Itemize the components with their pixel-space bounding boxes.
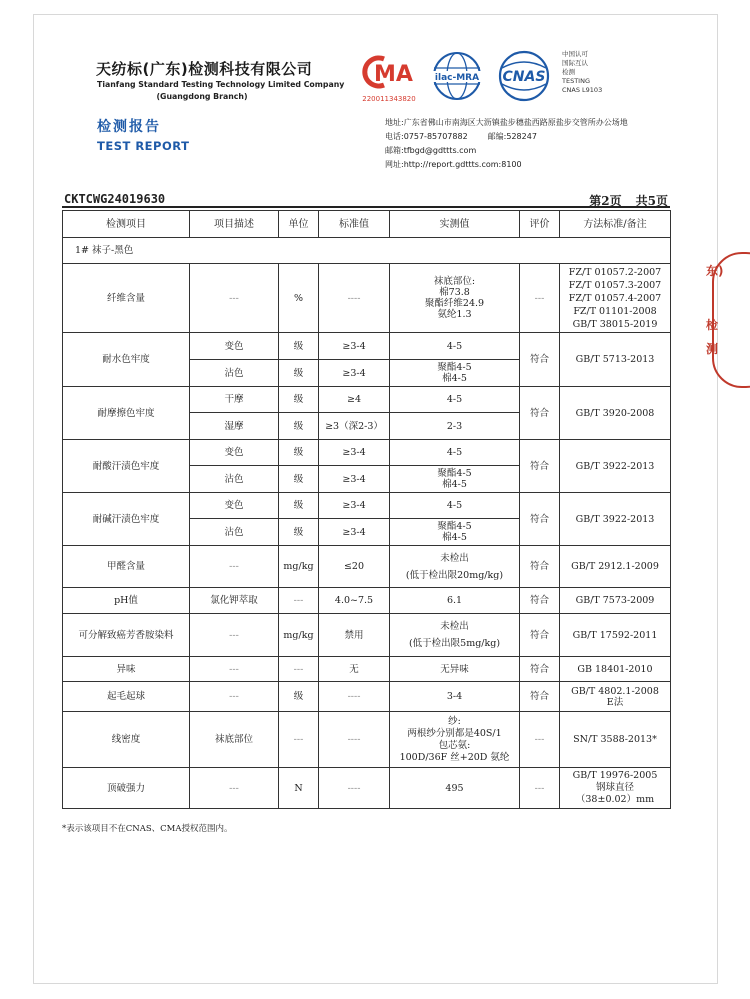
item-unit: 级 <box>279 493 319 519</box>
header-test-item: 检测项目 <box>63 211 190 238</box>
measured-line: 棉4-5 <box>442 373 467 384</box>
item-measured: 无异味 <box>390 657 520 682</box>
method-line: 钢球直径 <box>595 782 634 793</box>
item-standard: ≤20 <box>319 546 390 588</box>
item-measured <box>390 519 520 546</box>
item-method: GB/T 3922-2013 <box>560 440 671 493</box>
item-unit: --- <box>279 712 319 768</box>
item-eval: 符合 <box>520 614 560 657</box>
item-name: 顶破强力 <box>63 768 190 809</box>
item-measured <box>390 264 520 333</box>
item-standard: ≥3-4 <box>319 493 390 519</box>
item-name: 耐碱汗渍色牢度 <box>63 493 190 546</box>
item-standard: ≥3（深2-3） <box>319 413 390 440</box>
item-name: 甲醛含量 <box>63 546 190 588</box>
measured-line: 聚酯4-5 <box>437 468 472 479</box>
header-unit: 单位 <box>279 211 319 238</box>
item-name: 可分解致癌芳香胺染料 <box>63 614 190 657</box>
item-measured: 495 <box>390 768 520 809</box>
measured-line: (低于检出限5mg/kg) <box>408 638 501 649</box>
measured-line: 氨纶1.3 <box>437 309 472 320</box>
item-measured <box>390 614 520 657</box>
item-desc: 沾色 <box>190 519 279 546</box>
table-row <box>63 614 671 657</box>
measured-line: 100D/36F 丝+20D 氨纶 <box>399 751 510 763</box>
authority-line: 国际互认 <box>562 59 588 67</box>
item-unit: 级 <box>279 360 319 387</box>
measured-line: 两根纱分别都是40S/1 <box>407 727 502 739</box>
item-name: 纤维含量 <box>63 264 190 333</box>
item-method: GB/T 5713-2013 <box>560 333 671 387</box>
authority-line: 检测 <box>562 68 575 76</box>
item-measured <box>390 546 520 588</box>
item-desc: 氯化钾萃取 <box>190 588 279 614</box>
cma-logo-icon <box>358 55 420 89</box>
contact-phone: 电话:0757-85707882 邮编:528247 <box>385 132 537 141</box>
item-desc: --- <box>190 546 279 588</box>
authority-line: CNAS L9103 <box>562 86 603 94</box>
authority-line: 中国认可 <box>562 50 588 58</box>
method-line: GB/T 4802.1-2008 <box>571 685 659 697</box>
measured-line: 未检出 <box>440 552 469 564</box>
item-method: GB/T 17592-2011 <box>560 614 671 657</box>
method-line: GB/T 38015-2019 <box>572 318 658 330</box>
method-line: FZ/T 01101-2008 <box>573 305 657 317</box>
item-method <box>560 682 671 712</box>
item-desc: 变色 <box>190 493 279 519</box>
item-unit: 级 <box>279 333 319 360</box>
seal-char: 东) <box>706 264 724 278</box>
item-method: GB/T 3922-2013 <box>560 493 671 546</box>
org-name-en-branch: (Guangdong Branch) <box>156 92 248 101</box>
item-eval: 符合 <box>520 657 560 682</box>
item-standard: ---- <box>319 264 390 333</box>
item-standard: ---- <box>319 712 390 768</box>
page-current: 第2页 <box>589 194 622 208</box>
table-row <box>63 768 671 809</box>
item-eval: --- <box>520 712 560 768</box>
item-desc: --- <box>190 682 279 712</box>
contact-email: 邮箱:tfbgd@gdttts.com <box>385 146 477 155</box>
cnas-globe-icon <box>494 50 554 102</box>
item-standard: ≥3-4 <box>319 333 390 360</box>
item-desc: --- <box>190 657 279 682</box>
item-name: 异味 <box>63 657 190 682</box>
item-desc: 变色 <box>190 440 279 466</box>
table-row <box>63 546 671 588</box>
contact-address: 地址:广东省佛山市南海区大沥镇盐步穗盐西路原盐步交管所办公场地 <box>385 118 628 127</box>
svg-text:CNAS: CNAS <box>502 69 546 85</box>
method-line: FZ/T 01057.2-2007 <box>568 266 662 278</box>
item-unit: --- <box>279 657 319 682</box>
method-line: GB/T 19976-2005 <box>572 770 658 781</box>
org-name-en: Tianfang Standard Testing Technology Limited Company <box>97 80 345 89</box>
table-row <box>63 588 671 614</box>
item-unit: N <box>279 768 319 809</box>
table-row <box>63 440 671 466</box>
item-desc: 沾色 <box>190 360 279 387</box>
item-method: GB/T 2912.1-2009 <box>560 546 671 588</box>
cnas-logo <box>494 50 554 106</box>
method-line: FZ/T 01057.4-2007 <box>568 292 662 304</box>
seal-char: 检 <box>706 318 719 332</box>
svg-text:MA: MA <box>374 62 413 87</box>
item-name: 耐摩擦色牢度 <box>63 387 190 440</box>
item-eval: 符合 <box>520 333 560 387</box>
item-name: 耐水色牢度 <box>63 333 190 387</box>
header-standard: 标准值 <box>319 211 390 238</box>
item-unit: 级 <box>279 466 319 493</box>
authority-block <box>562 50 602 95</box>
ilac-globe-icon <box>428 50 486 102</box>
item-measured <box>390 712 520 768</box>
measured-line: 聚酯4-5 <box>437 362 472 373</box>
item-unit: % <box>279 264 319 333</box>
item-standard: ≥4 <box>319 387 390 413</box>
measured-line: 纱: <box>448 715 461 727</box>
report-title-en: TEST REPORT <box>97 139 190 153</box>
item-standard: 无 <box>319 657 390 682</box>
header-measured: 实测值 <box>390 211 520 238</box>
item-unit: 级 <box>279 519 319 546</box>
item-desc: --- <box>190 614 279 657</box>
method-line: E法 <box>606 696 624 708</box>
sample-row <box>63 238 671 264</box>
item-measured: 6.1 <box>390 588 520 614</box>
sample-label: 1# 袜子-黑色 <box>63 238 671 264</box>
table-header-row <box>63 211 671 238</box>
item-measured: 3-4 <box>390 682 520 712</box>
item-unit: mg/kg <box>279 546 319 588</box>
item-name: 线密度 <box>63 712 190 768</box>
item-standard: 4.0~7.5 <box>319 588 390 614</box>
item-standard: ≥3-4 <box>319 360 390 387</box>
measured-line: 包芯氨: <box>438 739 471 751</box>
item-measured: 4-5 <box>390 493 520 519</box>
item-standard: 禁用 <box>319 614 390 657</box>
item-method <box>560 768 671 809</box>
test-results-table <box>62 210 671 809</box>
measured-line: 袜底部位: <box>433 276 476 287</box>
header-evaluation: 评价 <box>520 211 560 238</box>
cma-logo <box>358 55 420 103</box>
table-row <box>63 493 671 519</box>
header-description: 项目描述 <box>190 211 279 238</box>
item-name: pH值 <box>63 588 190 614</box>
item-eval: --- <box>520 768 560 809</box>
item-name: 耐酸汗渍色牢度 <box>63 440 190 493</box>
page-total: 共5页 <box>635 194 668 208</box>
item-name: 起毛起球 <box>63 682 190 712</box>
item-measured: 2-3 <box>390 413 520 440</box>
footnote: *表示该项目不在CNAS、CMA授权范围内。 <box>62 824 233 834</box>
item-unit: 级 <box>279 440 319 466</box>
table-row <box>63 712 671 768</box>
seal-char: 测 <box>706 342 719 356</box>
item-desc: --- <box>190 264 279 333</box>
item-unit: --- <box>279 588 319 614</box>
item-measured: 4-5 <box>390 387 520 413</box>
item-measured: 4-5 <box>390 333 520 360</box>
item-standard: ---- <box>319 682 390 712</box>
item-desc: 沾色 <box>190 466 279 493</box>
cma-number: 220011343820 <box>362 95 416 103</box>
measured-line: 棉73.8 <box>439 287 470 298</box>
item-method <box>560 264 671 333</box>
table-row <box>63 264 671 333</box>
method-line: （38±0.02）mm <box>575 794 655 805</box>
item-method: GB 18401-2010 <box>560 657 671 682</box>
measured-line: (低于检出限20mg/kg) <box>405 569 504 581</box>
measured-line: 聚酯4-5 <box>437 521 472 532</box>
measured-line: 未检出 <box>440 621 469 632</box>
item-eval: 符合 <box>520 682 560 712</box>
item-standard: ≥3-4 <box>319 440 390 466</box>
item-measured: 4-5 <box>390 440 520 466</box>
item-unit: 级 <box>279 387 319 413</box>
table-row <box>63 387 671 413</box>
table-row <box>63 657 671 682</box>
item-unit: mg/kg <box>279 614 319 657</box>
item-desc: 袜底部位 <box>190 712 279 768</box>
item-eval: --- <box>520 264 560 333</box>
measured-line: 棉4-5 <box>442 532 467 543</box>
item-eval: 符合 <box>520 387 560 440</box>
table-row <box>63 333 671 360</box>
item-desc: 湿摩 <box>190 413 279 440</box>
item-eval: 符合 <box>520 440 560 493</box>
item-method: GB/T 7573-2009 <box>560 588 671 614</box>
item-desc: 变色 <box>190 333 279 360</box>
item-desc: --- <box>190 768 279 809</box>
contact-website: 网址:http://report.gdttts.com:8100 <box>385 160 522 169</box>
header-method: 方法标准/备注 <box>560 211 671 238</box>
item-unit: 级 <box>279 682 319 712</box>
report-title-cn: 检测报告 <box>97 119 161 135</box>
item-standard: ≥3-4 <box>319 519 390 546</box>
item-measured <box>390 466 520 493</box>
measured-line: 聚酯纤维24.9 <box>424 298 485 309</box>
contact-postcode: 邮编:528247 <box>487 132 537 141</box>
item-standard: ≥3-4 <box>319 466 390 493</box>
item-measured <box>390 360 520 387</box>
method-line: FZ/T 01057.3-2007 <box>568 279 662 291</box>
report-number: CKTCWG24019630 <box>64 192 166 206</box>
item-standard: ---- <box>319 768 390 809</box>
measured-line: 棉4-5 <box>442 479 467 490</box>
item-eval: 符合 <box>520 546 560 588</box>
header-rule <box>62 206 670 208</box>
svg-text:ilac-MRA: ilac-MRA <box>434 73 480 83</box>
item-method: GB/T 3920-2008 <box>560 387 671 440</box>
org-name-cn: 天纺标(广东)检测科技有限公司 <box>96 60 313 78</box>
table-row <box>63 682 671 712</box>
item-eval: 符合 <box>520 588 560 614</box>
item-desc: 干摩 <box>190 387 279 413</box>
item-method: SN/T 3588-2013* <box>560 712 671 768</box>
item-eval: 符合 <box>520 493 560 546</box>
authority-line: TESTING <box>562 77 590 85</box>
ilac-mra-logo <box>428 50 486 106</box>
item-unit: 级 <box>279 413 319 440</box>
